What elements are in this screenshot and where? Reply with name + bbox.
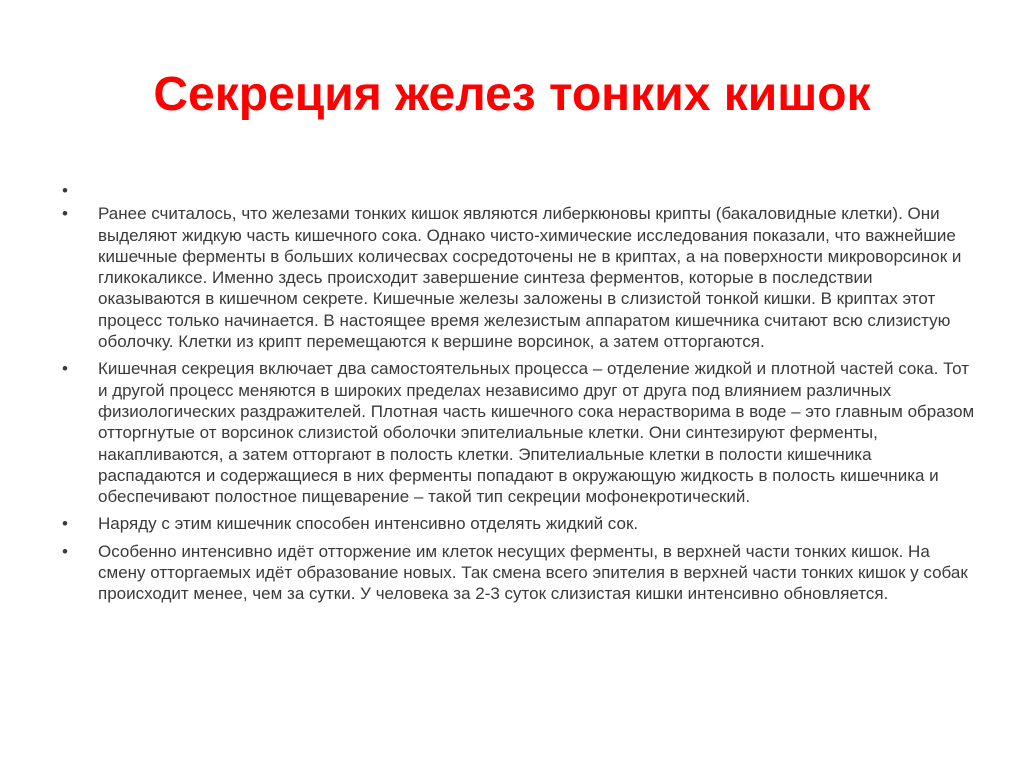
bullet-dot-icon: • [62,514,68,534]
bullet-dot-icon: • [62,204,68,224]
list-item-empty [62,180,977,201]
list-item [62,513,977,534]
list-item-text: Ранее считалось, что железами тонких кишок являются либеркюновы крипты (бакаловидные клетки). Они выделяют жидкую часть кишечного сока. Однако чисто-химические исследования показали, что важнейшие кишечные ферменты в больших количесвах сосредоточены не в криптах, а на поверхности микроворсинок и гликокаликсе. Именно здесь происходит завершение синтеза ферментов, которые в последствии оказываются в кишечном секрете. Кишечные железы заложены в слизистой тонкой кишки. В криптах этот процесс только начинается. В настоящее время железистым аппаратом кишечника считают всю слизистую оболочку. Клетки из крипт перемещаются к вершине ворсинок, а затем отторгаются. [98,204,962,352]
slide-title: Секреция желез тонких кишок [153,68,871,121]
list-item-text: Особенно интенсивно идёт отторжение им клеток несущих ферменты, в верхней части тонких кишок. На смену отторгаемых идёт образование новых. Так смена всего эпителия в верхней части тонких кишок у собак происходит менее, чем за сутки. У человека за 2-3 суток слизистая кишки интенсивно обновляется. [98,541,968,604]
list-item-text: Кишечная секреция включает два самостоятельных процесса – отделение жидкой и плотной частей сока. Тот и другой процесс меняются в широких пределах независимо друг от друга под влиянием различных физиологических раздражителей. Плотная часть кишечного сока нерастворима в воде – это главным образом отторгнутые от ворсинок слизистой оболочки эпителиальные клетки. Они синтезируют ферменты, накапливаются, а затем отторгают в полость клетки. Эпителиальные клетки в полости кишечника распадаются и содержащиеся в них ферменты попадают в окружающую жидкость в полость кишечника и обеспечивают полостное пищеварение – такой тип секреции мофонекротический. [98,359,975,507]
list-item [62,541,977,605]
bullet-list [62,180,977,611]
list-item [62,358,977,507]
bullet-dot-icon: • [62,181,68,200]
list-item [62,203,977,352]
bullet-dot-icon: • [62,359,68,379]
bullet-dot-icon: • [62,541,68,561]
list-item-text: Наряду с этим кишечник способен интенсивно отделять жидкий сок. [98,514,639,534]
